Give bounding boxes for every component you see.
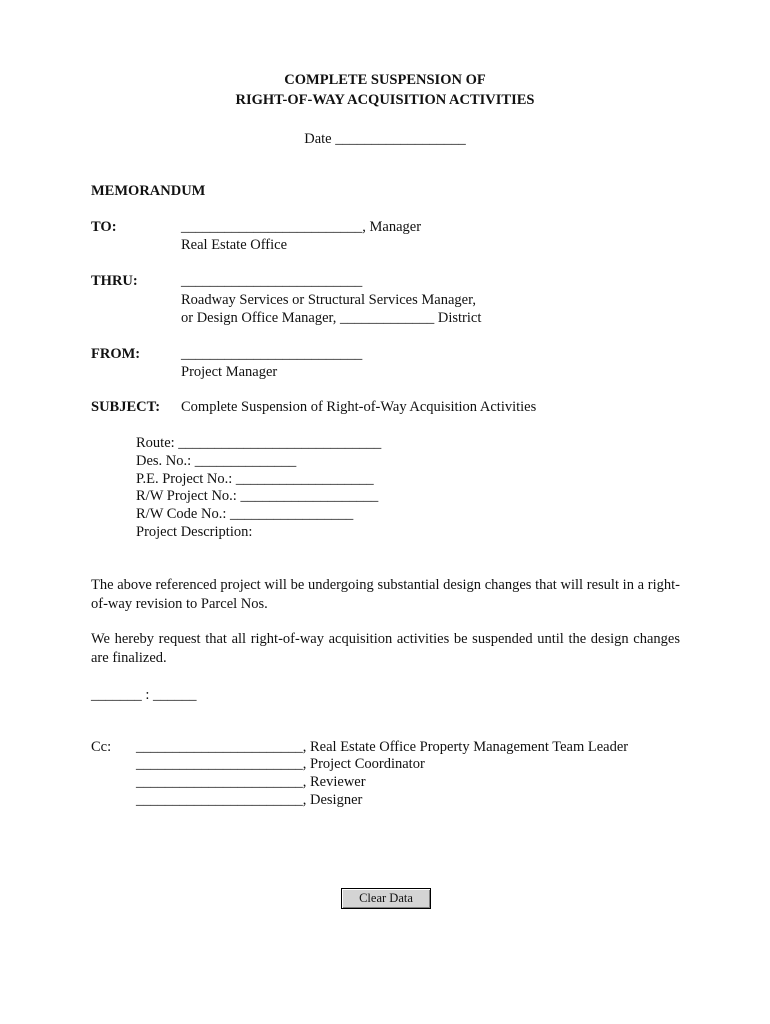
thru-label: THRU: — [91, 273, 138, 289]
subject-label: SUBJECT: — [91, 399, 161, 415]
route-field[interactable]: Route: ____________________________ — [136, 435, 382, 451]
cc-project-coordinator-field[interactable]: _______________________, Project Coordinator — [136, 756, 425, 772]
thru-district-field[interactable]: or Design Office Manager, _____________ District — [181, 310, 482, 326]
from-label: FROM: — [91, 346, 141, 362]
subject-text: Complete Suspension of Right-of-Way Acquisition Activities — [181, 399, 537, 415]
thru-title: Roadway Services or Structural Services Manager, — [181, 292, 476, 308]
from-title: Project Manager — [181, 364, 278, 380]
date-field[interactable]: Date __________________ — [304, 131, 466, 147]
paragraph-suspension-request: We hereby request that all right-of-way acquisition activities be suspended until the design changes are finalized. — [91, 631, 680, 666]
cc-label: Cc: — [91, 739, 112, 755]
memorandum-heading: MEMORANDUM — [91, 183, 206, 199]
from-name-field[interactable]: _________________________ — [181, 346, 363, 362]
pe-project-no-field[interactable]: P.E. Project No.: ___________________ — [136, 471, 374, 487]
cc-reviewer-field[interactable]: _______________________, Reviewer — [136, 774, 366, 790]
paragraph-design-changes: The above referenced project will be undergoing substantial design changes that will result in a right-of-way revision to Parcel Nos. — [91, 577, 680, 612]
rw-project-no-field[interactable]: R/W Project No.: ___________________ — [136, 488, 379, 504]
thru-name-field[interactable]: _________________________ — [181, 273, 363, 289]
title-line-1: COMPLETE SUSPENSION OF — [284, 72, 486, 88]
to-manager-field[interactable]: _________________________, Manager — [181, 219, 422, 235]
initials-field[interactable]: _______ : ______ — [91, 687, 197, 703]
title-line-2: RIGHT-OF-WAY ACQUISITION ACTIVITIES — [235, 92, 535, 108]
cc-team-leader-field[interactable]: _______________________, Real Estate Office Property Management Team Leader — [136, 739, 629, 755]
to-office: Real Estate Office — [181, 237, 288, 253]
clear-data-button[interactable]: Clear Data — [341, 888, 431, 909]
des-no-field[interactable]: Des. No.: ______________ — [136, 453, 297, 469]
project-description-label: Project Description: — [136, 524, 253, 540]
rw-code-no-field[interactable]: R/W Code No.: _________________ — [136, 506, 354, 522]
to-label: TO: — [91, 219, 117, 235]
cc-designer-field[interactable]: _______________________, Designer — [136, 792, 363, 808]
